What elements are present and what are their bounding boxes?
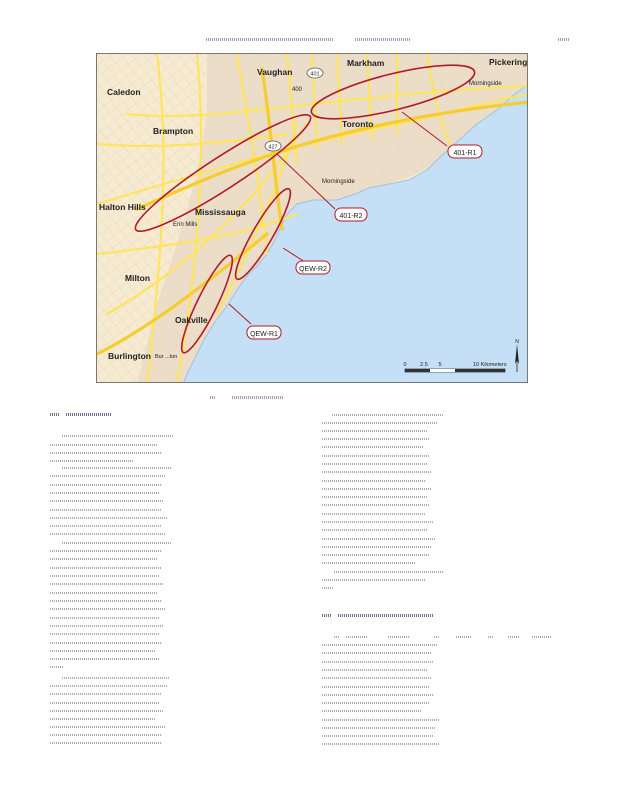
place-morningside-ne: Morningside [469,81,502,87]
place-pickering: Pickering [489,57,528,67]
place-oakville: Oakville [175,315,208,325]
scale-tick-3: 10 Kilometers [473,362,507,368]
place-milton: Milton [125,273,151,283]
scale-tick-2: 5 [438,362,442,368]
shield-401-label: 401 [310,71,320,78]
callout-401-r1: 401-R1 [453,150,477,157]
place-caledon: Caledon [107,87,141,97]
scale-bar-seg1 [405,369,430,372]
scale-tick-0: 0 [403,362,407,368]
scale-bar-seg2 [430,369,455,372]
place-burlington-sub: Bur ...ton [155,354,178,360]
map-figure [96,53,528,383]
place-halton-hills: Halton Hills [99,202,146,212]
map-svg [97,54,528,383]
place-mississauga: Mississauga [195,207,246,217]
callout-qew-r1: QEW-R1 [250,331,278,338]
shield-400-label: 400 [291,87,303,93]
scale-bar-seg3 [455,369,505,372]
north-label: N [515,339,519,345]
place-toronto: Toronto [342,119,374,129]
scale-tick-1: 2.5 [420,362,428,368]
place-erin-mills: Erin Mills [173,222,198,228]
place-burlington: Burlington [108,351,151,361]
shield-427-label: 427 [268,144,278,151]
place-vaughan: Vaughan [257,67,293,77]
place-brampton: Brampton [153,126,194,136]
place-markham: Markham [347,58,385,68]
callout-qew-r2: QEW-R2 [299,266,327,273]
place-morningside-c: Morningside [322,179,355,185]
callout-401-r2: 401-R2 [339,213,363,220]
